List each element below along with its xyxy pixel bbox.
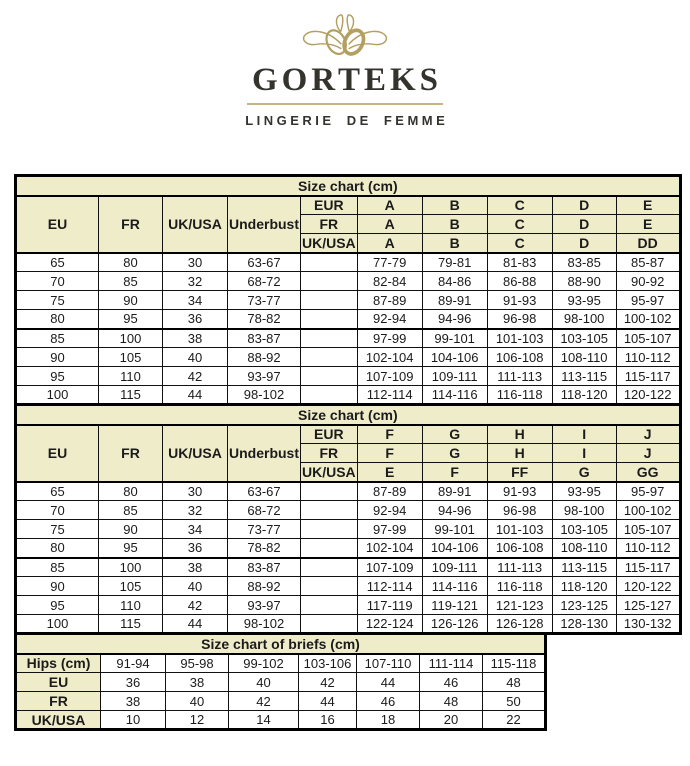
size-cell-fr: 105 xyxy=(99,348,163,367)
empty-cell xyxy=(301,520,358,539)
bust-range-cell: 77-79 xyxy=(357,253,422,272)
size-cell-underbust: 98-102 xyxy=(228,386,301,405)
bust-range-cell: 82-84 xyxy=(357,272,422,291)
size-cell-fr: 110 xyxy=(99,367,163,386)
size-cell-uk: 42 xyxy=(163,367,228,386)
briefs-row xyxy=(16,654,546,673)
bust-range-cell: 97-99 xyxy=(357,329,422,348)
bust-range-cell: 101-103 xyxy=(487,520,552,539)
bust-range-cell: 105-107 xyxy=(616,520,680,539)
bust-range-cell: 118-120 xyxy=(552,577,616,596)
size-cell-eu: 100 xyxy=(16,386,99,405)
bust-range-cell: 95-97 xyxy=(616,482,680,501)
size-cell-underbust: 73-77 xyxy=(228,520,301,539)
bust-range-cell: 96-98 xyxy=(487,310,552,329)
briefs-value-cell: 44 xyxy=(299,692,357,711)
cup-letter-header: DD xyxy=(616,234,680,253)
size-row xyxy=(16,272,681,291)
bust-range-cell: 126-126 xyxy=(422,615,487,634)
bust-range-cell: 116-118 xyxy=(487,577,552,596)
briefs-value-cell: 48 xyxy=(420,692,483,711)
briefs-value-cell: 22 xyxy=(483,711,546,730)
briefs-value-cell: 95-98 xyxy=(166,654,229,673)
cup-letter-header: H xyxy=(487,425,552,444)
size-cell-uk: 34 xyxy=(163,520,228,539)
column-header-ukusa: UK/USA xyxy=(163,196,228,253)
empty-cell xyxy=(301,367,358,386)
bust-range-cell: 115-117 xyxy=(616,367,680,386)
bust-range-cell: 105-107 xyxy=(616,329,680,348)
column-header-fr: FR xyxy=(99,425,163,482)
size-cell-eu: 65 xyxy=(16,482,99,501)
size-row xyxy=(16,615,681,634)
size-cell-eu: 85 xyxy=(16,329,99,348)
size-cell-fr: 110 xyxy=(99,596,163,615)
briefs-value-cell: 44 xyxy=(357,673,420,692)
briefs-value-cell: 38 xyxy=(166,673,229,692)
empty-cell xyxy=(301,577,358,596)
bust-range-cell: 102-104 xyxy=(357,348,422,367)
bust-range-cell: 111-113 xyxy=(487,558,552,577)
cup-letter-header: J xyxy=(616,425,680,444)
bust-range-cell: 125-127 xyxy=(616,596,680,615)
empty-cell xyxy=(301,482,358,501)
bust-range-cell: 119-121 xyxy=(422,596,487,615)
size-cell-eu: 90 xyxy=(16,577,99,596)
briefs-row-label: UK/USA xyxy=(16,711,101,730)
bust-range-cell: 104-106 xyxy=(422,539,487,558)
bust-range-cell: 117-119 xyxy=(357,596,422,615)
size-row xyxy=(16,367,681,386)
empty-cell xyxy=(301,272,358,291)
column-header-underbust: Underbust xyxy=(228,196,301,253)
bust-range-cell: 110-112 xyxy=(616,539,680,558)
cup-system-label: EUR xyxy=(301,425,358,444)
cup-letter-header: A xyxy=(357,234,422,253)
cup-letter-header: B xyxy=(422,215,487,234)
bust-range-cell: 108-110 xyxy=(552,348,616,367)
briefs-value-cell: 99-102 xyxy=(229,654,299,673)
bust-range-cell: 86-88 xyxy=(487,272,552,291)
cup-letter-header: I xyxy=(552,425,616,444)
cup-letter-header: G xyxy=(552,463,616,482)
size-cell-underbust: 73-77 xyxy=(228,291,301,310)
bust-range-cell: 128-130 xyxy=(552,615,616,634)
size-row xyxy=(16,501,681,520)
bust-range-cell: 84-86 xyxy=(422,272,487,291)
bust-range-cell: 87-89 xyxy=(357,482,422,501)
cup-system-label: FR xyxy=(301,444,358,463)
bust-range-cell: 109-111 xyxy=(422,367,487,386)
bust-range-cell: 93-95 xyxy=(552,482,616,501)
size-cell-underbust: 98-102 xyxy=(228,615,301,634)
bust-range-cell: 126-128 xyxy=(487,615,552,634)
column-header-fr: FR xyxy=(99,196,163,253)
cup-letter-header: GG xyxy=(616,463,680,482)
bust-range-cell: 91-93 xyxy=(487,291,552,310)
bust-range-cell: 114-116 xyxy=(422,577,487,596)
empty-cell xyxy=(301,539,358,558)
cup-system-label: UK/USA xyxy=(302,463,356,480)
size-cell-eu: 90 xyxy=(16,348,99,367)
size-cell-fr: 90 xyxy=(99,291,163,310)
bust-range-cell: 108-110 xyxy=(552,539,616,558)
cup-letter-header: F xyxy=(357,444,422,463)
cup-letter-header: E xyxy=(357,463,422,482)
bra-size-chart-cups-a-e xyxy=(14,174,682,406)
briefs-value-cell: 46 xyxy=(357,692,420,711)
briefs-value-cell: 46 xyxy=(420,673,483,692)
bust-range-cell: 113-115 xyxy=(552,367,616,386)
bust-range-cell: 112-114 xyxy=(357,386,422,405)
size-cell-fr: 100 xyxy=(99,329,163,348)
cup-letter-header: C xyxy=(487,196,552,215)
size-cell-eu: 85 xyxy=(16,558,99,577)
briefs-row-label: EU xyxy=(16,673,101,692)
size-cell-fr: 95 xyxy=(99,539,163,558)
cup-letter-header: F xyxy=(422,463,487,482)
size-cell-fr: 85 xyxy=(99,272,163,291)
cup-letter-header: B xyxy=(422,196,487,215)
bust-range-cell: 123-125 xyxy=(552,596,616,615)
cup-letter-header: J xyxy=(616,444,680,463)
bust-range-cell: 115-117 xyxy=(616,558,680,577)
brand-logo xyxy=(0,0,690,148)
size-cell-eu: 80 xyxy=(16,539,99,558)
brand-name: GORTEKS xyxy=(251,62,443,98)
column-header-eu: EU xyxy=(16,425,99,482)
size-cell-fr: 80 xyxy=(99,482,163,501)
briefs-value-cell: 103-106 xyxy=(299,654,357,673)
bust-range-cell: 91-93 xyxy=(487,482,552,501)
briefs-row xyxy=(16,692,546,711)
size-cell-uk: 38 xyxy=(163,329,228,348)
briefs-value-cell: 18 xyxy=(357,711,420,730)
empty-cell xyxy=(301,291,358,310)
empty-cell xyxy=(301,558,358,577)
size-cell-fr: 105 xyxy=(99,577,163,596)
size-row xyxy=(16,596,681,615)
size-cell-fr: 115 xyxy=(99,615,163,634)
chart-title-row xyxy=(16,405,681,425)
size-cell-eu: 95 xyxy=(16,596,99,615)
bust-range-cell: 106-108 xyxy=(487,348,552,367)
bust-range-cell: 98-100 xyxy=(552,310,616,329)
cup-letter-header: H xyxy=(487,444,552,463)
cup-system-label: UK/USA xyxy=(302,234,356,251)
chart-title: Size chart (cm) xyxy=(16,176,681,196)
bust-range-cell: 83-85 xyxy=(552,253,616,272)
cup-letter-header: E xyxy=(616,196,680,215)
size-cell-uk: 32 xyxy=(163,501,228,520)
briefs-size-chart xyxy=(14,632,547,731)
size-row xyxy=(16,386,681,405)
empty-cell xyxy=(301,596,358,615)
briefs-value-cell: 40 xyxy=(229,673,299,692)
empty-cell xyxy=(301,329,358,348)
bust-range-cell: 81-83 xyxy=(487,253,552,272)
briefs-value-cell: 14 xyxy=(229,711,299,730)
column-header-ukusa: UK/USA xyxy=(163,425,228,482)
size-cell-eu: 75 xyxy=(16,291,99,310)
cup-system-label: FR xyxy=(301,215,358,234)
empty-cell xyxy=(301,386,358,405)
bust-range-cell: 120-122 xyxy=(616,577,680,596)
cup-letter-header: D xyxy=(552,196,616,215)
bust-range-cell: 118-120 xyxy=(552,386,616,405)
size-cell-fr: 95 xyxy=(99,310,163,329)
bust-range-cell: 99-101 xyxy=(422,520,487,539)
bust-range-cell: 122-124 xyxy=(357,615,422,634)
bust-range-cell: 112-114 xyxy=(357,577,422,596)
size-cell-underbust: 88-92 xyxy=(228,577,301,596)
briefs-value-cell: 36 xyxy=(101,673,166,692)
bust-range-cell: 109-111 xyxy=(422,558,487,577)
cup-letter-header: I xyxy=(552,444,616,463)
bust-range-cell: 96-98 xyxy=(487,501,552,520)
gold-divider xyxy=(247,103,443,105)
bust-range-cell: 90-92 xyxy=(616,272,680,291)
briefs-value-cell: 38 xyxy=(101,692,166,711)
cup-letter-header: A xyxy=(357,215,422,234)
bust-range-cell: 89-91 xyxy=(422,291,487,310)
size-cell-uk: 44 xyxy=(163,615,228,634)
size-cell-underbust: 83-87 xyxy=(228,558,301,577)
briefs-row xyxy=(16,673,546,692)
size-cell-fr: 85 xyxy=(99,501,163,520)
briefs-value-cell: 16 xyxy=(299,711,357,730)
size-cell-underbust: 63-67 xyxy=(228,253,301,272)
briefs-row-label: FR xyxy=(16,692,101,711)
briefs-row-label: Hips (cm) xyxy=(16,654,101,673)
bust-range-cell: 101-103 xyxy=(487,329,552,348)
cup-letter-header: E xyxy=(616,215,680,234)
butterfly-emblem-icon xyxy=(0,12,690,60)
size-row xyxy=(16,291,681,310)
chart-title-row xyxy=(16,176,681,196)
size-row xyxy=(16,310,681,329)
cup-letter-header: G xyxy=(422,425,487,444)
cup-system-label: EUR xyxy=(301,196,358,215)
size-cell-eu: 95 xyxy=(16,367,99,386)
size-row xyxy=(16,253,681,272)
briefs-value-cell: 48 xyxy=(483,673,546,692)
bust-range-cell: 100-102 xyxy=(616,501,680,520)
bust-range-cell: 130-132 xyxy=(616,615,680,634)
bust-range-cell: 94-96 xyxy=(422,310,487,329)
bust-range-cell: 92-94 xyxy=(357,310,422,329)
size-cell-fr: 115 xyxy=(99,386,163,405)
size-cell-underbust: 68-72 xyxy=(228,501,301,520)
cup-letter-header: C xyxy=(487,215,552,234)
cup-header-row xyxy=(16,425,681,444)
size-cell-fr: 90 xyxy=(99,520,163,539)
size-cell-uk: 36 xyxy=(163,539,228,558)
chart-title: Size chart (cm) xyxy=(16,405,681,425)
bust-range-cell: 79-81 xyxy=(422,253,487,272)
cup-letter-header: D xyxy=(552,215,616,234)
size-cell-underbust: 68-72 xyxy=(228,272,301,291)
cup-letter-header: D xyxy=(552,234,616,253)
column-header-underbust: Underbust xyxy=(228,425,301,482)
size-row xyxy=(16,539,681,558)
bust-range-cell: 114-116 xyxy=(422,386,487,405)
empty-cell xyxy=(301,310,358,329)
bust-range-cell: 87-89 xyxy=(357,291,422,310)
briefs-value-cell: 12 xyxy=(166,711,229,730)
bust-range-cell: 106-108 xyxy=(487,539,552,558)
bust-range-cell: 98-100 xyxy=(552,501,616,520)
size-cell-uk: 44 xyxy=(163,386,228,405)
chart-title-row xyxy=(16,634,546,654)
briefs-value-cell: 20 xyxy=(420,711,483,730)
cup-letter-header: B xyxy=(422,234,487,253)
bust-range-cell: 94-96 xyxy=(422,501,487,520)
bust-range-cell: 103-105 xyxy=(552,329,616,348)
size-row xyxy=(16,520,681,539)
bust-range-cell: 107-109 xyxy=(357,367,422,386)
chart-title: Size chart of briefs (cm) xyxy=(16,634,546,654)
briefs-value-cell: 107-110 xyxy=(357,654,420,673)
empty-cell xyxy=(301,348,358,367)
size-cell-uk: 30 xyxy=(163,253,228,272)
bust-range-cell: 110-112 xyxy=(616,348,680,367)
size-cell-uk: 32 xyxy=(163,272,228,291)
size-cell-eu: 80 xyxy=(16,310,99,329)
size-cell-fr: 100 xyxy=(99,558,163,577)
size-cell-uk: 34 xyxy=(163,291,228,310)
bust-range-cell: 104-106 xyxy=(422,348,487,367)
cup-letter-header: FF xyxy=(487,463,552,482)
briefs-value-cell: 40 xyxy=(166,692,229,711)
size-cell-underbust: 88-92 xyxy=(228,348,301,367)
bust-range-cell: 95-97 xyxy=(616,291,680,310)
bust-range-cell: 120-122 xyxy=(616,386,680,405)
bust-range-cell: 107-109 xyxy=(357,558,422,577)
size-cell-eu: 65 xyxy=(16,253,99,272)
bust-range-cell: 121-123 xyxy=(487,596,552,615)
bust-range-cell: 88-90 xyxy=(552,272,616,291)
briefs-row xyxy=(16,711,546,730)
bust-range-cell: 99-101 xyxy=(422,329,487,348)
size-cell-eu: 75 xyxy=(16,520,99,539)
bust-range-cell: 89-91 xyxy=(422,482,487,501)
cup-letter-header: F xyxy=(357,425,422,444)
cup-letter-header: C xyxy=(487,234,552,253)
size-cell-uk: 40 xyxy=(163,577,228,596)
bust-range-cell: 92-94 xyxy=(357,501,422,520)
empty-cell xyxy=(301,253,358,272)
size-cell-underbust: 78-82 xyxy=(228,539,301,558)
size-cell-eu: 70 xyxy=(16,272,99,291)
size-cell-uk: 36 xyxy=(163,310,228,329)
cup-letter-header: G xyxy=(422,444,487,463)
briefs-value-cell: 10 xyxy=(101,711,166,730)
briefs-value-cell: 42 xyxy=(229,692,299,711)
size-cell-underbust: 78-82 xyxy=(228,310,301,329)
size-cell-uk: 40 xyxy=(163,348,228,367)
brand-tagline: LINGERIE DE FEMME xyxy=(245,113,449,129)
cup-letter-header: A xyxy=(357,196,422,215)
empty-cell xyxy=(301,615,358,634)
size-cell-eu: 70 xyxy=(16,501,99,520)
briefs-value-cell: 42 xyxy=(299,673,357,692)
size-row xyxy=(16,577,681,596)
size-cell-uk: 30 xyxy=(163,482,228,501)
bust-range-cell: 100-102 xyxy=(616,310,680,329)
briefs-value-cell: 91-94 xyxy=(101,654,166,673)
bust-range-cell: 93-95 xyxy=(552,291,616,310)
cup-header-row xyxy=(16,196,681,215)
bra-size-chart-cups-f-j xyxy=(14,403,682,635)
bust-range-cell: 103-105 xyxy=(552,520,616,539)
size-cell-underbust: 93-97 xyxy=(228,367,301,386)
size-row xyxy=(16,558,681,577)
bust-range-cell: 85-87 xyxy=(616,253,680,272)
size-row xyxy=(16,329,681,348)
bust-range-cell: 102-104 xyxy=(357,539,422,558)
column-header-eu: EU xyxy=(16,196,99,253)
empty-cell xyxy=(301,501,358,520)
bust-range-cell: 116-118 xyxy=(487,386,552,405)
size-cell-underbust: 83-87 xyxy=(228,329,301,348)
size-row xyxy=(16,482,681,501)
size-cell-uk: 38 xyxy=(163,558,228,577)
size-row xyxy=(16,348,681,367)
size-cell-underbust: 93-97 xyxy=(228,596,301,615)
briefs-value-cell: 115-118 xyxy=(483,654,546,673)
size-cell-fr: 80 xyxy=(99,253,163,272)
bust-range-cell: 111-113 xyxy=(487,367,552,386)
size-cell-uk: 42 xyxy=(163,596,228,615)
briefs-value-cell: 50 xyxy=(483,692,546,711)
briefs-value-cell: 111-114 xyxy=(420,654,483,673)
size-cell-underbust: 63-67 xyxy=(228,482,301,501)
size-cell-eu: 100 xyxy=(16,615,99,634)
bust-range-cell: 113-115 xyxy=(552,558,616,577)
bust-range-cell: 97-99 xyxy=(357,520,422,539)
